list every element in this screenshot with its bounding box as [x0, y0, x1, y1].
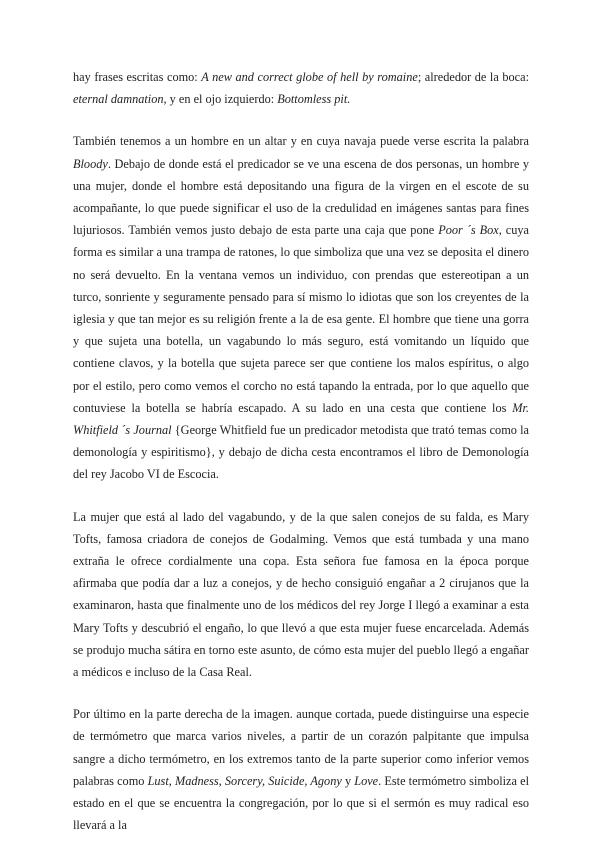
italic-run: Mr. Whitfield ´s Journal [73, 400, 529, 438]
paragraph-mary-tofts [73, 506, 529, 684]
paragraph-globe-of-hell [73, 66, 529, 110]
italic-run: Bottomless pit. [277, 92, 351, 107]
text-run: , cuya forma es similar a una trampa de ratones, lo que simboliza que una vez se deposita el dinero no será devuelto. En la ventana vemos un individuo, con prendas que estereotipan a un turco, sonriente y seguramente pensado para sí mismo lo idiotas que son los creyentes de la iglesia y que tan mejor es su religión frente a la de esa gente. El hombre que tiene una gorra y que sujeta una botella, un vagabundo lo más seguro, está vomitando un líquido que contiene clavos, y la botella que sujeta parece ser que contiene los malos espíritus, o algo por el estilo, pero como vemos el corcho no está tapando la entrada, por lo que aquello que contuviese la botella se habría escapado. A su lado en una cesta que contiene los [73, 223, 529, 415]
text-run: . Este termómetro simboliza el estado en el que se encuentra la congregación, por lo que si el sermón es muy radical eso llevará a la [73, 773, 529, 833]
text-run: . Debajo de donde está el predicador se ve una escena de dos personas, un hombre y una mujer, donde el hombre está depositando una figura de la virgen en el escote de su acompañante, lo que puede significar el uso de la credulidad en imágenes santas para fines lujuriosos. También vemos justo debajo de esta parte una caja que pone [73, 156, 529, 238]
text-run: La mujer que está al lado del vagabundo, y de la que salen conejos de su falda, es Mary Tofts, famosa criadora de conejos de Godalming. Vemos que está tumbada y una mano extraña le ofrece cordialmente una copa. Esta señora fue famosa en la época porque afirmaba que podía dar a luz a conejos, y de hecho consiguió engañar a 2 cirujanos que la examinaron, hasta que finalmente uno de los médicos del rey Jorge I llegó a examinar a esta Mary Tofts y descubrió el engaño, lo que llevó a que esta mujer fuese encarcelada. Además se produjo mucha sátira en torno este asunto, de cómo esta mujer del pueblo llegó a engañar a médicos e incluso de la Casa Real. [73, 509, 529, 680]
text-run: , y en el ojo izquierdo: [163, 92, 278, 107]
italic-run: Bloody [73, 156, 108, 171]
italic-run: A new and correct globe of hell by romaine [201, 70, 418, 84]
italic-run: eternal damnation [73, 92, 164, 107]
text-run: También tenemos a un hombre en un altar y en cuya navaja puede verse escrita la palabra [73, 134, 529, 149]
text-run: hay frases escritas como: [73, 70, 202, 84]
italic-run: Lust, Madness, Sorcery, Suicide, Agony [147, 773, 342, 788]
italic-run: Love [354, 773, 379, 788]
paragraph-thermometer [73, 703, 529, 836]
text-run: {George Whitfield fue un predicador metodista que trató temas como la demonología y espiritismo}, y debajo de dicha cesta encontramos el libro de Demonología del rey Jacobo VI de Escocia. [73, 423, 529, 482]
text-run: ; alrededor de la boca: [417, 70, 529, 84]
italic-run: Poor ´s Box [438, 223, 499, 238]
document-page [73, 66, 529, 837]
paragraph-altar-scene [73, 130, 529, 485]
text-run: Por último en la parte derecha de la imagen. aunque cortada, puede distinguirse una especie de termómetro que marca varios niveles, a partir de un corazón palpitante que impulsa sangre a dicho termómetro, en los extremos tanto de la parte superior como inferior vemos palabras como [73, 707, 529, 788]
text-run: y [341, 773, 355, 788]
